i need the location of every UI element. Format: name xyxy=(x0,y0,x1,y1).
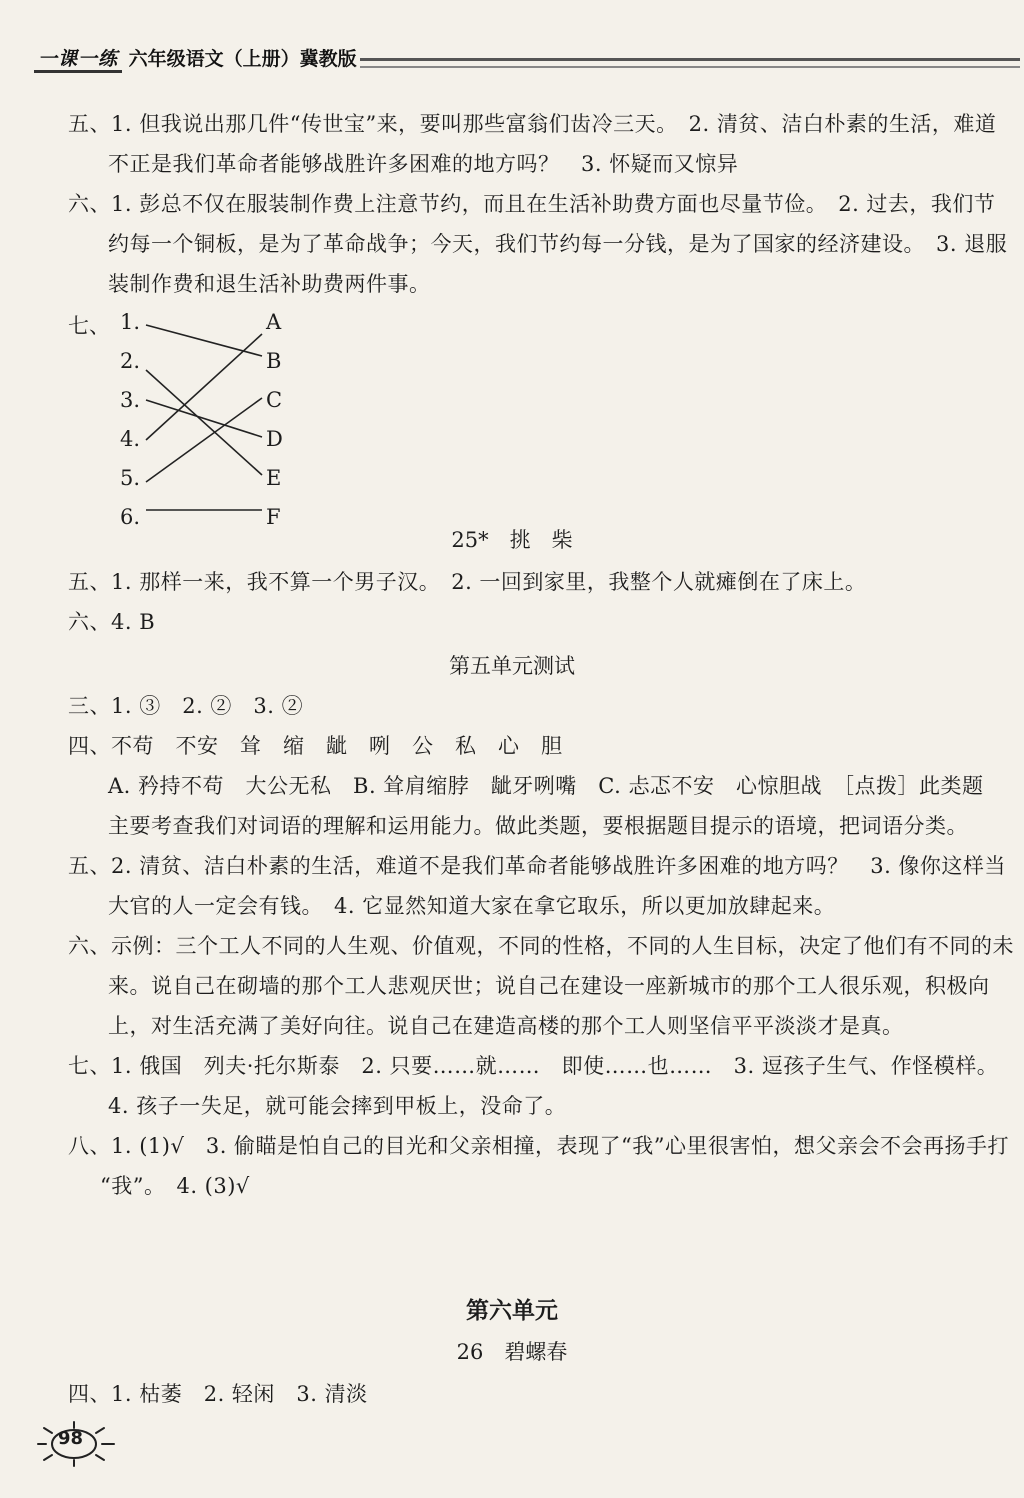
text-line: 主要考查我们对词语的理解和运用能力。做此类题，要根据题目提示的语境，把词语分类。 xyxy=(108,814,968,838)
matching-right-a: A xyxy=(266,310,282,334)
brand-name: 一课一练 xyxy=(34,48,122,73)
text-line: A. 矜持不苟 大公无私 B. 耸肩缩脖 龇牙咧嘴 C. 忐忑不安 心惊胆战 ［点拨］此类题 xyxy=(108,774,984,798)
text-line: “我”。 4. (3)√ xyxy=(100,1174,250,1198)
match-line-5-c xyxy=(146,398,262,482)
matching-right-d: D xyxy=(266,427,283,451)
text-line: 四、1. 枯萎 2. 轻闲 3. 清淡 xyxy=(68,1382,368,1406)
matching-right-c: C xyxy=(266,388,283,412)
match-line-1-b xyxy=(146,325,262,356)
text-line: 五、1. 但我说出那几件“传世宝”来，要叫那些富翁们齿冷三天。 2. 清贫、洁白朴素的生活，难道 xyxy=(68,112,997,136)
match-line-2-e xyxy=(146,370,262,475)
lesson-heading-26: 26 碧螺春 xyxy=(456,1340,568,1364)
text-line: 七、1. 俄国 列夫·托尔斯泰 2. 只要……就…… 即使……也…… 3. 逗孩子生气、作怪模样。 xyxy=(68,1054,999,1078)
text-line: 来。说自己在砌墙的那个工人悲观厌世；说自己在建设一座新城市的那个工人很乐观，积极向 xyxy=(108,974,990,998)
page-number: 98 xyxy=(58,1428,84,1449)
text-line: 六、1. 彭总不仅在服装制作费上注意节约，而且在生活补助费方面也尽量节俭。 2. 过去，我们节 xyxy=(68,192,996,216)
matching-left-6: 6. xyxy=(120,505,141,529)
lesson-heading-25: 25* 挑 柴 xyxy=(451,528,573,552)
matching-lines xyxy=(0,0,1024,560)
text-line: 装制作费和退生活补助费两件事。 xyxy=(108,272,431,296)
matching-left-3: 3. xyxy=(120,388,141,412)
matching-left-4: 4. xyxy=(120,427,141,451)
text-line: 三、1. ③ 2. ② 3. ② xyxy=(68,694,304,718)
matching-left-1: 1. xyxy=(120,310,141,334)
match-line-4-a xyxy=(146,334,262,440)
text-line: 五、2. 清贫、洁白朴素的生活，难道不是我们革命者能够战胜许多困难的地方吗？ 3. 像你这样当 xyxy=(68,854,1006,878)
text-line: 不正是我们革命者能够战胜许多困难的地方吗？ 3. 怀疑而又惊异 xyxy=(108,152,739,176)
text-line: 六、示例：三个工人不同的人生观、价值观，不同的性格，不同的人生目标，决定了他们有不同的未 xyxy=(68,934,1014,958)
book-subject: 六年级语文（上册）冀教版 xyxy=(128,48,357,70)
matching-right-f: F xyxy=(266,505,281,529)
text-line: 六、4. B xyxy=(68,610,156,634)
text-line: 八、1. (1)√ 3. 偷瞄是怕自己的目光和父亲相撞，表现了“我”心里很害怕，想父亲会不会再扬手打 xyxy=(68,1134,1010,1158)
matching-right-b: B xyxy=(266,349,282,373)
matching-left-5: 5. xyxy=(120,466,141,490)
text-line: 五、1. 那样一来，我不算一个男子汉。 2. 一回到家里，我整个人就瘫倒在了床上。 xyxy=(68,570,867,594)
unit-six-heading: 第六单元 xyxy=(466,1297,558,1324)
text-line: 上，对生活充满了美好向往。说自己在建造高楼的那个工人则坚信平平淡淡才是真。 xyxy=(108,1014,904,1038)
matching-prefix: 七、 xyxy=(68,314,110,338)
matching-left-2: 2. xyxy=(120,349,141,373)
text-line: 4. 孩子一失足，就可能会摔到甲板上，没命了。 xyxy=(108,1094,567,1118)
matching-right-e: E xyxy=(266,466,282,490)
text-line: 约每一个铜板，是为了革命战争；今天，我们节约每一分钱，是为了国家的经济建设。 3. 退服 xyxy=(108,232,1008,256)
text-line: 四、不苟 不安 耸 缩 龇 咧 公 私 心 胆 xyxy=(68,734,563,758)
text-line: 大官的人一定会有钱。 4. 它显然知道大家在拿它取乐，所以更加放肆起来。 xyxy=(108,894,836,918)
unit-test-heading: 第五单元测试 xyxy=(449,654,575,678)
match-line-3-d xyxy=(146,400,262,437)
